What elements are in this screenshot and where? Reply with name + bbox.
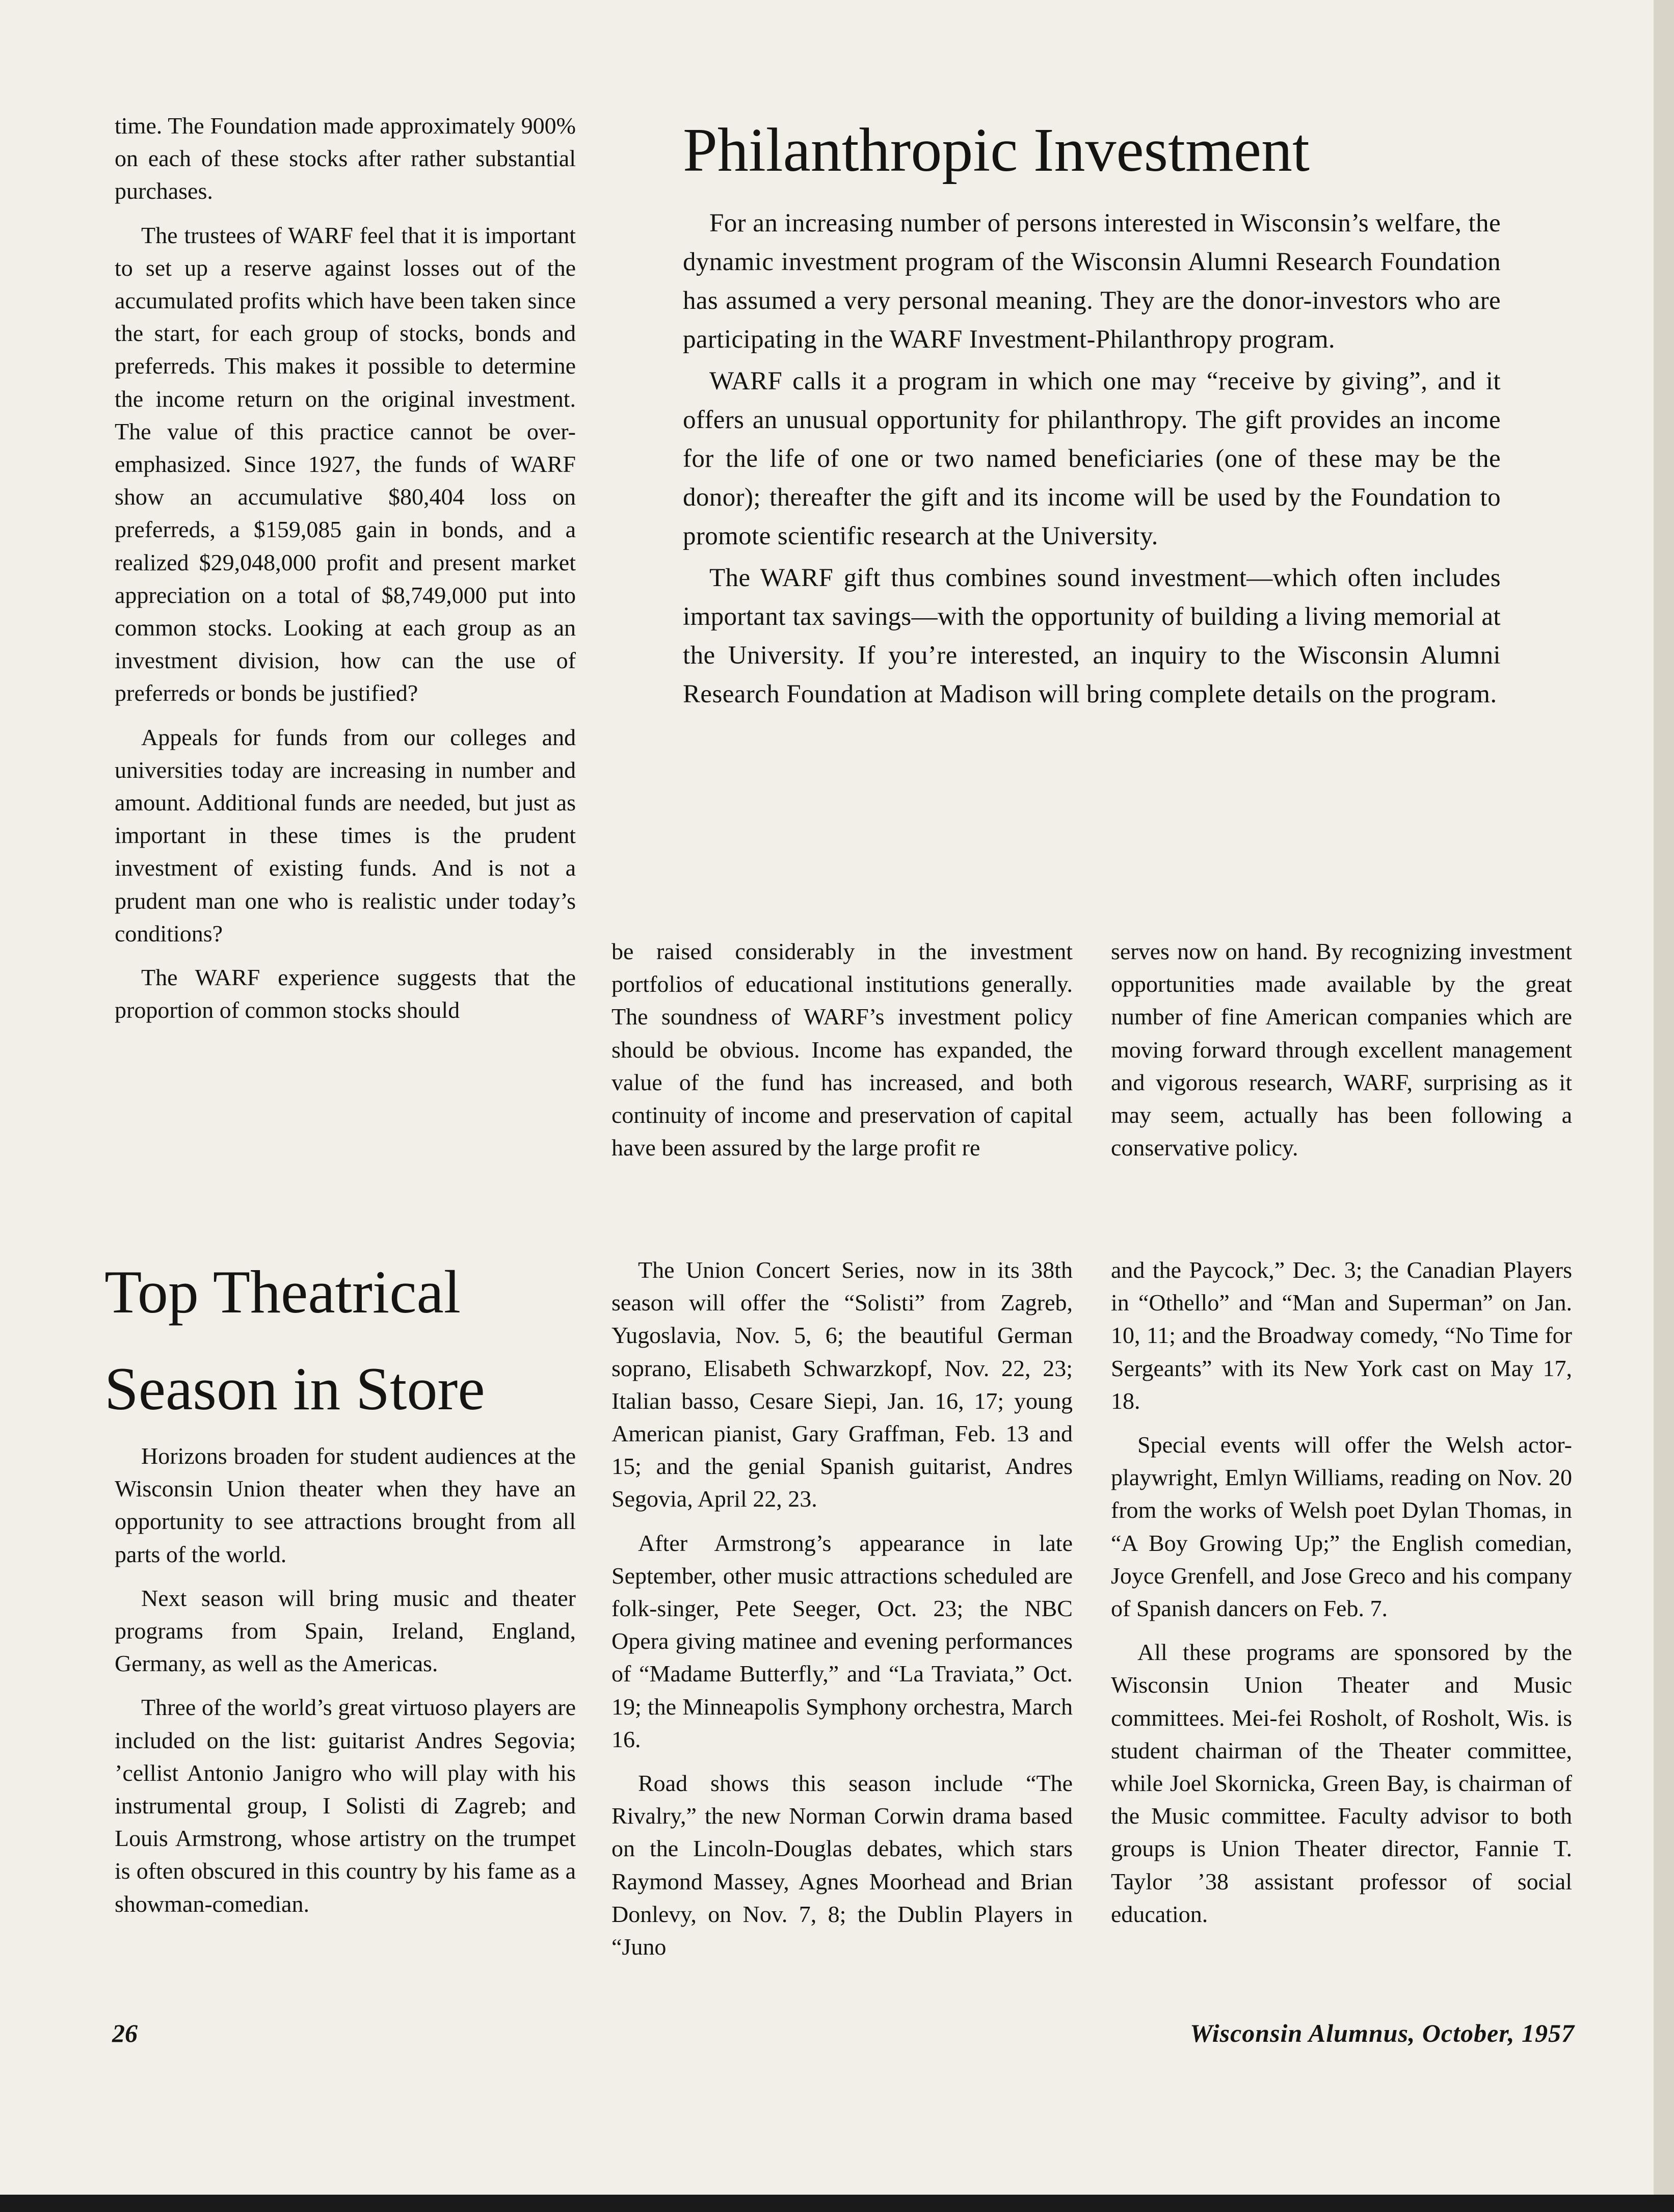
paragraph: Special events will offer the Welsh actor-playwright, Emlyn Williams, reading on Nov. 20 from the works of Welsh poet Dylan Thomas, in “A Boy Growing Up;” the English comedian, Joyce Grenfell, and Jose Greco and his company of Spanish dancers on Feb. 7. (1111, 1432, 1572, 1622)
paragraph: Appeals for funds from our colleges and universities today are increasing in number and amount. Additional funds are needed, but just as important in these times is the prudent investment of existing funds. And is not a prudent man one who is realistic under today’s conditions? (115, 724, 576, 946)
philanthropic-title: Philanthropic Investment (683, 116, 1310, 185)
scan-bottom-edge (0, 2195, 1674, 2212)
paragraph: After Armstrong’s appearance in late September, other music attractions scheduled are folk-singer, Pete Seeger, Oct. 23; the NBC Opera giving matinee and evening performances of “Madame Butterfly,” and “La Traviata,” Oct. 19; the Minneapolis Symphony orchestra, March 16. (612, 1530, 1073, 1752)
paragraph: All these programs are sponsored by the Wisconsin Union Theater and Music committees. Mei-fei Rosholt, of Rosholt, Wis. is student chairman of the Theater committee, while Joel Skornicka, Green Bay, is chairman of the Music committee. Faculty advisor to both groups is Union Theater director, Fannie T. Taylor ’38 assistant professor of social education. (1111, 1639, 1572, 1927)
theater-article-right-column (1111, 1254, 1572, 1931)
philanthropic-body (683, 204, 1501, 714)
paragraph: The WARF experience suggests that the proportion of common stocks should (115, 964, 576, 1023)
theater-headline-line-1: Top Theatrical (104, 1258, 461, 1326)
paragraph: Three of the world’s great virtuoso players are included on the list: guitarist Andres Segovia; ’cellist Antonio Janigro who will play with his instrumental group, I Solisti di Zagreb; and Louis Armstrong, whose artistry on the trumpet is often obscured in this country by his fame as a showman-comedian. (115, 1694, 576, 1917)
theater-article-middle-column (612, 1254, 1073, 1963)
running-foot: Wisconsin Alumnus, October, 1957 (1190, 2019, 1575, 2047)
paragraph: For an increasing number of persons interested in Wisconsin’s welfare, the dynamic investment program of the Wisconsin Alumni Research Foundation has assumed a very personal meaning. They are the donor-investors who are participating in the WARF Investment-Philanthropy program. (683, 209, 1501, 354)
paragraph: WARF calls it a program in which one may “receive by giving”, and it offers an unusual opportunity for philanthropy. The gift provides an income for the life of one or two named beneficiaries (one of these may be the donor); thereafter the gift and its income will be used by the Foundation to promote scientific research at the University. (683, 367, 1501, 550)
paragraph: time. The Foundation made approximately 900% on each of these stocks after rather substantial purchases. (115, 113, 576, 204)
theater-headline (104, 1244, 594, 1437)
theater-headline-line-2: Season in Store (104, 1355, 485, 1423)
paragraph: serves now on hand. By recognizing investment opportunities made available by the great number of fine American companies which are moving forward through excellent management and vigorous research, WARF, surprising as it may seem, actually has been following a conservative policy. (1111, 938, 1572, 1161)
paragraph: Road shows this season include “The Rivalry,” the new Norman Corwin drama based on the Lincoln-Douglas debates, which stars Raymond Massey, Agnes Moorhead and Brian Donlevy, on Nov. 7, 8; the Dublin Players in “Juno (612, 1770, 1073, 1960)
paragraph: Horizons broaden for student audiences at the Wisconsin Union theater when they have an opportunity to see attractions brought from all parts of the world. (115, 1443, 576, 1567)
paragraph: Next season will bring music and theater programs from Spain, Ireland, England, Germany, as well as the Americas. (115, 1585, 576, 1677)
paragraph: The Union Concert Series, now in its 38th season will offer the “Solisti” from Zagreb, Yugoslavia, Nov. 5, 6; the beautiful German soprano, Elisabeth Schwarzkopf, Nov. 22, 23; Italian basso, Cesare Siepi, Jan. 16, 17; young American pianist, Gary Graffman, Feb. 13 and 15; and the genial Spanish guitarist, Andres Segovia, April 22, 23. (612, 1257, 1073, 1512)
paragraph: be raised considerably in the investment portfolios of educational institutions generally. The soundness of WARF’s investment policy should be obvious. Income has expanded, the value of the fund has increased, and both continuity of income and preservation of capital have been assured by the large profit re (612, 938, 1073, 1161)
paragraph: The trustees of WARF feel that it is important to set up a reserve against losses out of the accumulated profits which have been taken since the start, for each group of stocks, bonds and preferreds. This makes it possible to determine the income return on the original investment. The value of this practice cannot be over-emphasized. Since 1927, the funds of WARF show an accumulative $80,404 loss on preferreds, a $159,085 gain in bonds, and a realized $29,048,000 profit and present market appreciation on a total of $8,749,000 put into common stocks. Looking at each group as an investment division, how can the use of preferreds or bonds be justified? (115, 222, 576, 706)
warf-article-left-column (115, 110, 576, 1026)
warf-article-right-column (1111, 935, 1572, 1164)
paragraph: The WARF gift thus combines sound investment—which often includes important tax savings—with the opportunity of building a living memorial at the University. If you’re interested, an inquiry to the Wisconsin Alumni Research Foundation at Madison will bring complete details on the program. (683, 564, 1501, 708)
page-edge (1654, 0, 1674, 2212)
paragraph: and the Paycock,” Dec. 3; the Canadian Players in “Othello” and “Man and Superman” on Jan. 10, 11; and the Broadway comedy, “No Time for Sergeants” with its New York cast on May 17, 18. (1111, 1257, 1572, 1414)
warf-article-middle-column (612, 935, 1073, 1164)
page-number: 26 (112, 2019, 138, 2047)
theater-article-left-column (115, 1440, 576, 1920)
